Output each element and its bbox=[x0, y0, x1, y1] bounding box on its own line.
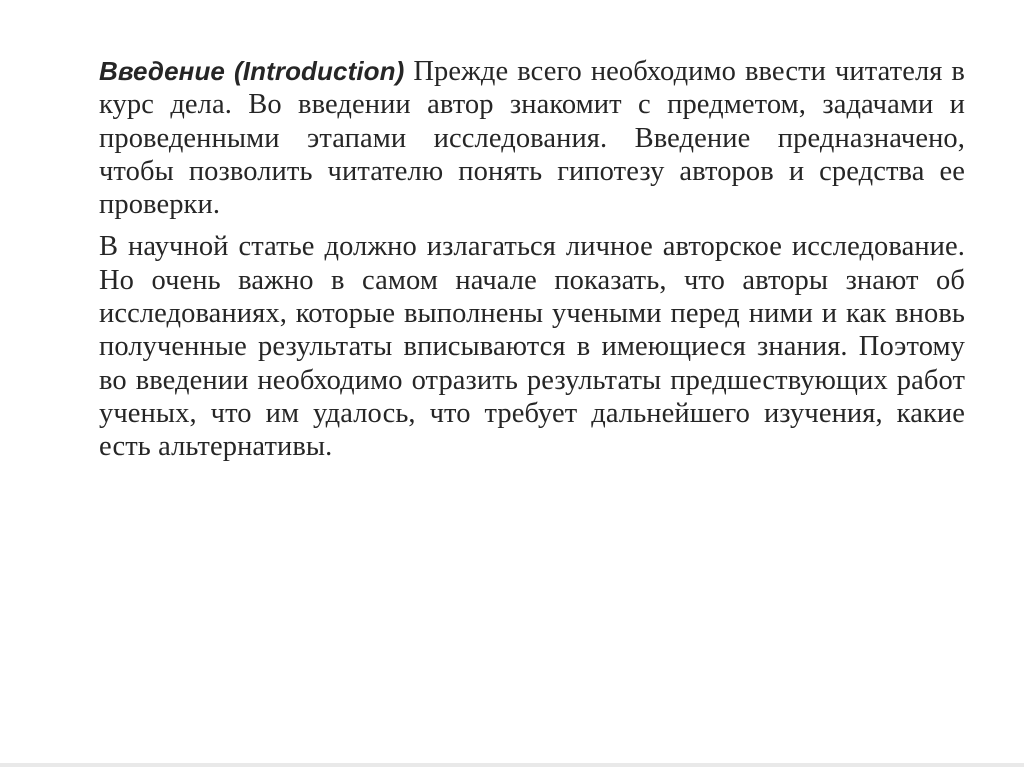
introduction-text: Прежде всего необходимо ввести читателя в курс дела. Во введении автор знакомит с предметом, задачами и проведенными этапами исследования. Введение предназначено, чтобы позволить читателю понять гипотезу авторов и средства ее проверки. bbox=[99, 56, 965, 221]
slide-content bbox=[99, 55, 965, 464]
literature-review-text: В научной статье должно излагаться личное авторское исследование. Но очень важно в самом начале показать, что авторы знают об исследованиях, которые выполнены учеными перед ними и как вновь полученные результаты вписываются в имеющиеся знания. Поэтому во введении необходимо отразить результаты предшествующих работ ученых, что им удалось, что требует дальнейшего изучения, какие есть альтернативы. bbox=[99, 231, 965, 463]
paragraph-literature-review bbox=[99, 230, 965, 463]
introduction-heading: Введение (Introduction) bbox=[99, 56, 405, 86]
paragraph-introduction bbox=[99, 55, 965, 221]
